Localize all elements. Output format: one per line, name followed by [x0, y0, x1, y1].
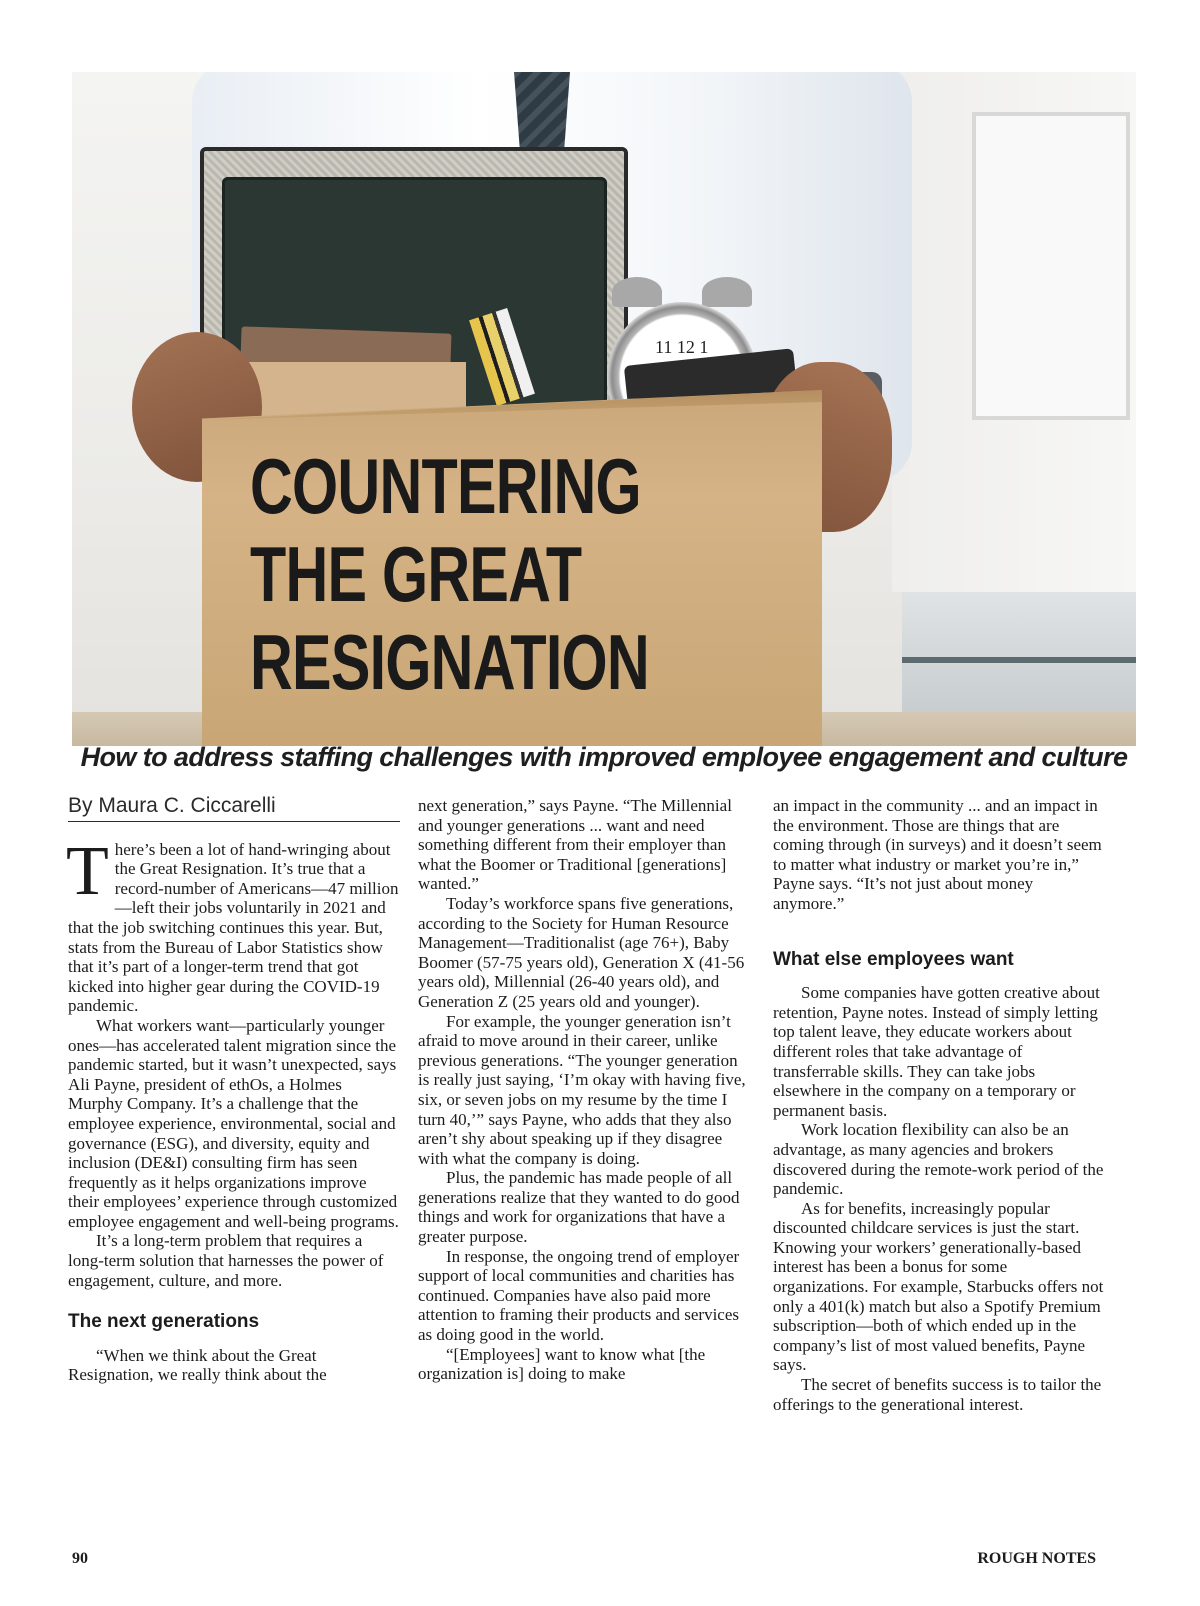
drop-cap: T [66, 832, 109, 910]
clock-bell-left [612, 277, 662, 307]
paragraph-10: “[Employees] want to know what [the organization is] doing to make [418, 1344, 706, 1384]
byline: By Maura C. Ciccarelli [68, 796, 400, 822]
paragraph-4: “When we think about the Great Resignation, we really think about the [68, 1345, 327, 1385]
hero-photo [72, 72, 1136, 746]
paragraph-1-text: here’s been a lot of hand-wringing about the Great Resignation. It’s true that a record-number of Americans—47 million—left their jobs voluntarily in 2021 and that the job switching continues this year. But, stats from the Bureau of Labor Statistics show that it’s part of a longer-term trend that got kicked into higher gear during the COVID-19 pandemic. [68, 839, 399, 1016]
paragraph-6: Today’s workforce spans five generations, according to the Society for Human Resource Management—Traditionalist (age 76+), Baby Boomer (57-75 years old), Generation X (41-56 years old), Millennial (26-40 years old), and Generation Z (25 years old and younger). [418, 893, 745, 1011]
paragraph-1 [66, 832, 400, 1016]
publication-name: ROUGH NOTES [977, 1550, 1096, 1567]
paragraph-2: What workers want—particularly younger ones—has accelerated talent migration since the pandemic started, but it wasn’t unexpected, says Ali Payne, president of ethOs, a Holmes Murphy Company. It’s a challenge that the employee experience, environmental, social and governance (ESG), and diversity, equity and inclusion (DE&I) consulting firm has seen frequently as it helps organizations improve their employees’ experience through customized employee engagement and well-being programs. [68, 1015, 399, 1231]
paragraph-9: In response, the ongoing trend of employer support of local communities and charities has continued. Companies have also paid more attention to framing their products and services as doing good in the world. [418, 1246, 740, 1345]
headline-line-1: COUNTERING [250, 442, 641, 530]
paragraph-7: For example, the younger generation isn’t afraid to move around in their career, unlike previous generations. “The younger generation is really just saying, ‘I’m okay with having five, six, or seven jobs on my resume by the time I turn 40,’” says Payne, who adds that they also aren’t shy about speaking up if they disagree with what the company is doing. [418, 1011, 746, 1168]
page-number: 90 [72, 1550, 88, 1567]
background-shelf [902, 592, 1136, 712]
paragraph-8: Plus, the pandemic has made people of all generations realize that they wanted to do good things and work for organizations that have a greater purpose. [418, 1168, 740, 1247]
paragraph-12: Some companies have gotten creative about retention, Payne notes. Instead of simply letting top talent leave, they educate workers about different roles that take advantage of transferrable skills. They can take jobs elsewhere in the company on a temporary or permanent basis. [773, 983, 1100, 1120]
section-heading-next-generations: The next generations [68, 1311, 260, 1333]
column-2 [418, 796, 750, 1384]
paragraph-15: The secret of benefits success is to tailor the offerings to the generational interest. [773, 1375, 1102, 1414]
headline-line-2: THE GREAT [250, 530, 582, 618]
article-subhead: How to address staffing challenges with improved employee engagement and culture [80, 742, 1128, 772]
column-3 [773, 796, 1105, 1414]
paragraph-5: next generation,” says Payne. “The Millennial and younger generations ... want and need something different from their employer than what the Boomer or Traditional [generations] wanted.” [418, 796, 732, 894]
headline-line-3: RESIGNATION [250, 618, 649, 706]
paragraph-13: Work location flexibility can also be an advantage, as many agencies and brokers discovered during the remote-work period of the pandemic. [773, 1120, 1104, 1199]
clock-bell-right [702, 277, 752, 307]
article-headline [250, 442, 649, 706]
paragraph-11: an impact in the community ... and an impact in the environment. Those are things that are coming through (in surveys) and it doesn’t seem to matter what industry or market you’re in,” Payne says. “It’s not just about money anymore.” [773, 796, 1102, 913]
background-window [972, 112, 1130, 420]
column-1 [68, 796, 400, 1385]
shelf-edge [902, 657, 1136, 663]
clock-numbers: 11 12 1 [655, 337, 709, 357]
paragraph-14: As for benefits, increasingly popular discounted childcare services is just the start. Knowing your workers’ generationally-based interest has been a bonus for some organizations. For example, Starbucks offers not only a 401(k) match but also a Spotify Premium subscription—both of which ended up in the company’s list of most valued benefits, Payne says. [773, 1198, 1104, 1375]
section-heading-what-else: What else employees want [773, 948, 1014, 970]
paragraph-3: It’s a long-term problem that requires a long-term solution that harnesses the power of engagement, culture, and more. [68, 1231, 384, 1290]
